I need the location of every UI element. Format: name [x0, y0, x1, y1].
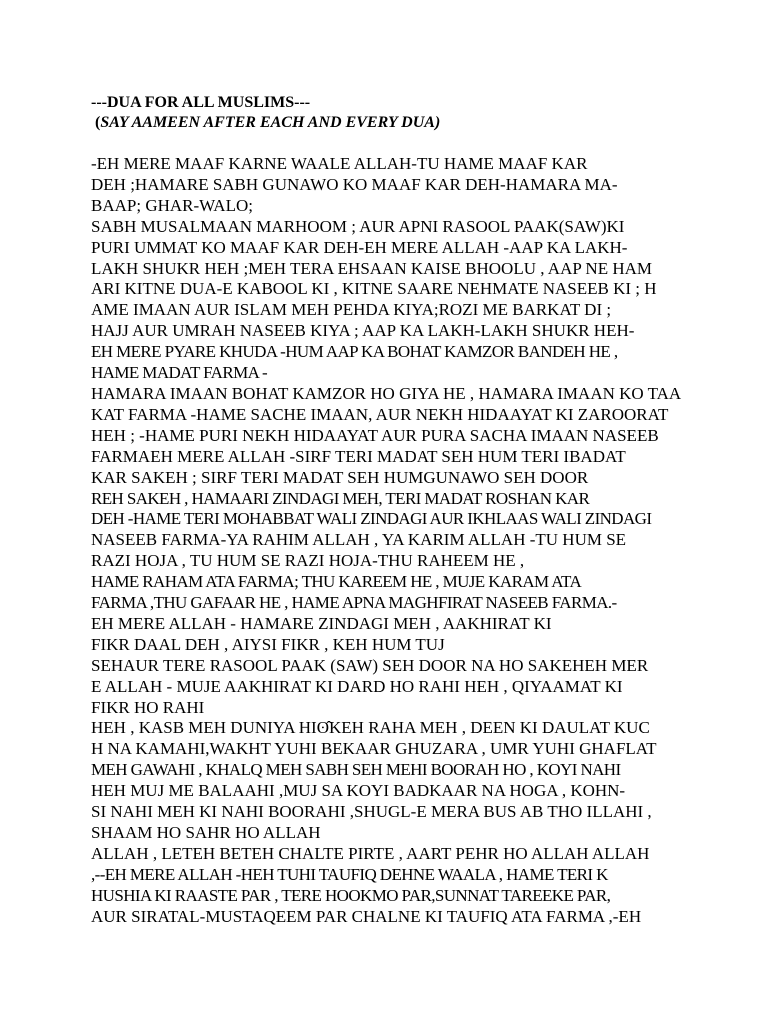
text-line: PURI UMMAT KO MAAF KAR DEH-EH MERE ALLAH -AAP KA LAKH- [91, 237, 628, 257]
text-line: E ALLAH - MUJE AAKHIRAT KI DARD HO RAHI HEH , QIYAAMAT KI [91, 676, 623, 696]
text-line: NASEEB FARMA-YA RAHIM ALLAH , YA KARIM ALLAH -TU HUM SE [91, 530, 627, 550]
text-line: BAAP; GHAR-WALO; [91, 195, 253, 215]
text-line: RAZI HOJA , TU HUM SE RAZI HOJA-THU RAHEEM HE , [91, 551, 525, 571]
text-line: HEH MUJ ME BALAAHI ,MUJ SA KOYI BADKAAR NA HOGA , KOHN- [91, 781, 626, 801]
text-line: HEH , KASB MEH DUNIYA HIʘ̂KEH RAHA MEH , DEEN KI DAULAT KUC [91, 718, 650, 738]
text-line: HAME MADAT FARMA - [91, 363, 268, 383]
text-line: SEHAUR TERE RASOOL PAAK (SAW) SEH DOOR NA HO SAKEHEH MER [91, 655, 649, 675]
text-line: ALLAH , LETEH BETEH CHALTE PIRTE , AART PEHR HO ALLAH ALLAH [91, 843, 650, 863]
document-page [91, 93, 691, 928]
text-line: REH SAKEH , HAMAARI ZINDAGI MEH, TERI MADAT ROSHAN KAR [91, 488, 590, 508]
subtitle-open-paren: ( [91, 114, 101, 131]
text-line: FIKR DAAL DEH , AIYSI FIKR , KEH HUM TUJ [91, 634, 445, 654]
document-title: ---DUA FOR ALL MUSLIMS--- [91, 94, 311, 111]
text-line: HEH ; -HAME PURI NEKH HIDAAYAT AUR PURA SACHA IMAAN NASEEB [91, 425, 659, 445]
text-line: SABH MUSALMAAN MARHOOM ; AUR APNI RASOOL PAAK(SAW)KI [91, 216, 625, 236]
text-line: ,--EH MERE ALLAH -HEH TUHI TAUFIQ DEHNE WAALA , HAME TERI K [91, 864, 608, 884]
text-line: LAKH SHUKR HEH ;MEH TERA EHSAAN KAISE BHOOLU , AAP NE HAM [91, 258, 653, 278]
blank-line [91, 133, 691, 154]
text-line: SHAAM HO SAHR HO ALLAH [91, 823, 321, 842]
text-line: MEH GAWAHI , KHALQ MEH SABH SEH MEHI BOORAH HO , KOYI NAHI [91, 760, 621, 780]
text-line: -EH MERE MAAF KARNE WAALE ALLAH-TU HAME MAAF KAR [91, 154, 588, 173]
text-line: SI NAHI MEH KI NAHI BOORAHI ,SHUGL-E MERA BUS AB THO ILLAHI , [91, 802, 652, 822]
text-line: HAJJ AUR UMRAH NASEEB KIYA ; AAP KA LAKH-LAKH SHUKR HEH- [91, 321, 635, 341]
subtitle-italic-text: SAY AAMEEN AFTER EACH AND EVERY DUA) [100, 114, 441, 131]
text-line: HUSHIA KI RAASTE PAR , TERE HOOKMO PAR,SUNNAT TAREEKE PAR, [91, 885, 611, 905]
text-line: EH MERE PYARE KHUDA -HUM AAP KA BOHAT KAMZOR BANDEH HE , [91, 342, 618, 362]
text-line: AME IMAAN AUR ISLAM MEH PEHDA KIYA;ROZI ME BARKAT DI ; [91, 300, 612, 320]
text-line: KAT FARMA -HAME SACHE IMAAN, AUR NEKH HIDAAYAT KI ZAROORAT [91, 404, 669, 424]
document-subtitle [91, 113, 691, 133]
text-line: FIKR HO RAHI [91, 697, 205, 717]
text-line: DEH ;HAMARE SABH GUNAWO KO MAAF KAR DEH-HAMARA MA- [91, 174, 618, 194]
text-line: HAMARA IMAAN BOHAT KAMZOR HO GIYA HE , HAMARA IMAAN KO TAA [91, 383, 682, 403]
text-line: AUR SIRATAL-MUSTAQEEM PAR CHALNE KI TAUFIQ ATA FARMA ,-EH [91, 906, 642, 926]
text-line: DEH -HAME TERI MOHABBAT WALI ZINDAGI AUR IKHLAAS WALI ZINDAGI [91, 509, 652, 529]
text-line: H NA KAMAHI,WAKHT YUHI BEKAAR GHUZARA , UMR YUHI GHAFLAT [91, 739, 657, 759]
text-line: FARMAEH MERE ALLAH -SIRF TERI MADAT SEH HUM TERI IBADAT [91, 446, 626, 466]
text-line: ARI KITNE DUA-E KABOOL KI , KITNE SAARE NEHMATE NASEEB KI ; H [91, 279, 657, 299]
dua-body-text [91, 154, 691, 928]
text-line: KAR SAKEH ; SIRF TERI MADAT SEH HUMGUNAWO SEH DOOR [91, 467, 589, 487]
text-line: EH MERE ALLAH - HAMARE ZINDAGI MEH , AAKHIRAT KI [91, 613, 552, 633]
text-line: HAME RAHAM ATA FARMA; THU KAREEM HE , MUJE KARAM ATA [91, 572, 582, 592]
text-line: FARMA ,THU GAFAAR HE , HAME APNA MAGHFIRAT NASEEB FARMA.- [91, 593, 617, 613]
